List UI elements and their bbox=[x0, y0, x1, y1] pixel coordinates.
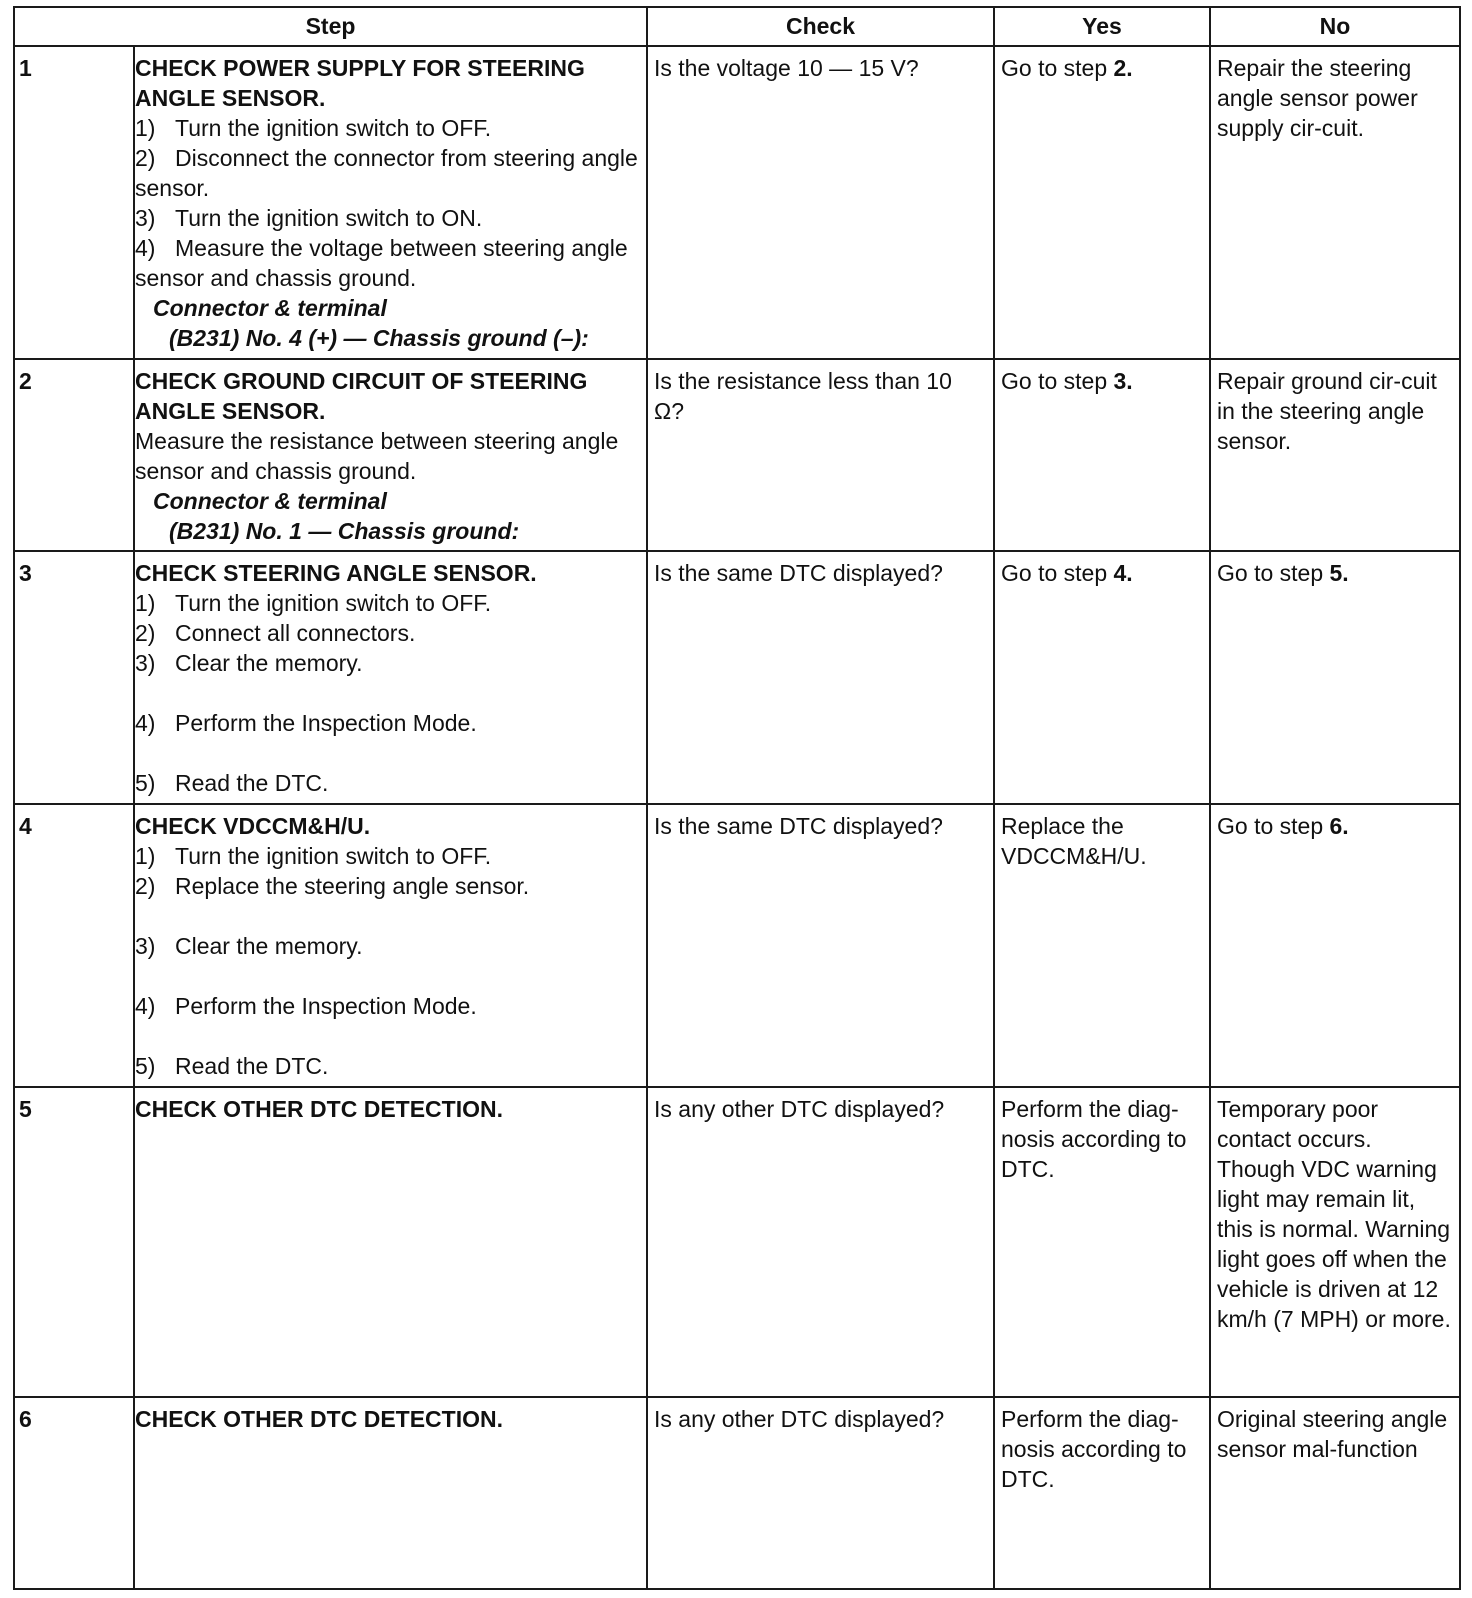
step-title: CHECK OTHER DTC DETECTION. bbox=[135, 1406, 503, 1433]
yes-cell: Go to step 2. bbox=[994, 46, 1210, 360]
step-number: 5 bbox=[14, 1087, 134, 1398]
step-instructions bbox=[134, 1397, 647, 1589]
substep: 4) Measure the voltage between steering angle sensor and chassis ground. bbox=[135, 234, 628, 291]
check-cell: Is any other DTC displayed? bbox=[647, 1087, 994, 1398]
table-row bbox=[14, 1397, 1460, 1589]
no-cell: Repair the steering angle sensor power supply cir-cuit. bbox=[1210, 46, 1460, 360]
step-title: CHECK OTHER DTC DETECTION. bbox=[135, 1095, 503, 1122]
yes-cell: Perform the diag-nosis according to DTC. bbox=[994, 1087, 1210, 1398]
diagnostic-table bbox=[13, 6, 1461, 1590]
yes-cell: Replace the VDCCM&H/U. bbox=[994, 804, 1210, 1087]
substep: 3) Clear the memory. bbox=[135, 932, 363, 959]
step-number: 3 bbox=[14, 551, 134, 804]
step-number: 6 bbox=[14, 1397, 134, 1589]
step-title: CHECK STEERING ANGLE SENSOR. bbox=[135, 559, 537, 586]
step-instructions bbox=[134, 804, 647, 1087]
step-number: 2 bbox=[14, 359, 134, 551]
check-cell: Is the voltage 10 — 15 V? bbox=[647, 46, 994, 360]
yes-cell: Perform the diag-nosis according to DTC. bbox=[994, 1397, 1210, 1589]
step-instructions bbox=[134, 46, 647, 360]
table-row bbox=[14, 551, 1460, 804]
table-row bbox=[14, 1087, 1460, 1398]
step-instructions bbox=[134, 359, 647, 551]
yes-cell: Go to step 3. bbox=[994, 359, 1210, 551]
step-text: Measure the resistance between steering angle sensor and chassis ground. bbox=[135, 428, 619, 485]
substep: 2) Connect all connectors. bbox=[135, 619, 416, 646]
header-check: Check bbox=[647, 7, 994, 46]
connector-label: Connector & terminal bbox=[153, 294, 387, 321]
substep: 4) Perform the Inspection Mode. bbox=[135, 992, 477, 1019]
no-cell: Repair ground cir-cuit in the steering angle sensor. bbox=[1210, 359, 1460, 551]
connector-value: (B231) No. 1 — Chassis ground: bbox=[169, 518, 520, 545]
step-title: CHECK VDCCM&H/U. bbox=[135, 812, 371, 839]
header-step: Step bbox=[14, 7, 647, 46]
check-cell: Is the same DTC displayed? bbox=[647, 551, 994, 804]
step-number: 1 bbox=[14, 46, 134, 360]
substep: 1) Turn the ignition switch to OFF. bbox=[135, 842, 492, 869]
check-cell: Is the resistance less than 10 Ω? bbox=[647, 359, 994, 551]
step-title: CHECK GROUND CIRCUIT OF STEERING ANGLE SENSOR. bbox=[135, 368, 588, 425]
no-cell: Temporary poor contact occurs. Though VDC warning light may remain lit, this is normal. Warning light goes off when the vehicle is driven at 12 km/h (7 MPH) or more. bbox=[1210, 1087, 1460, 1398]
substep: 2) Replace the steering angle sensor. bbox=[135, 872, 530, 899]
substep: 2) Disconnect the connector from steering angle sensor. bbox=[135, 144, 638, 201]
substep: 1) Turn the ignition switch to OFF. bbox=[135, 589, 492, 616]
substep: 5) Read the DTC. bbox=[135, 769, 329, 796]
no-cell: Original steering angle sensor mal-function bbox=[1210, 1397, 1460, 1589]
table-header-row bbox=[14, 7, 1460, 46]
no-cell: Go to step 6. bbox=[1210, 804, 1460, 1087]
no-cell: Go to step 5. bbox=[1210, 551, 1460, 804]
connector-label: Connector & terminal bbox=[153, 488, 387, 515]
step-instructions bbox=[134, 551, 647, 804]
yes-cell: Go to step 4. bbox=[994, 551, 1210, 804]
substep: 3) Turn the ignition switch to ON. bbox=[135, 204, 483, 231]
substep: 3) Clear the memory. bbox=[135, 649, 363, 676]
table-row bbox=[14, 46, 1460, 360]
connector-value: (B231) No. 4 (+) — Chassis ground (–): bbox=[169, 324, 589, 351]
step-title: CHECK POWER SUPPLY FOR STEERING ANGLE SENSOR. bbox=[135, 54, 585, 111]
check-cell: Is the same DTC displayed? bbox=[647, 804, 994, 1087]
substep: 1) Turn the ignition switch to OFF. bbox=[135, 114, 492, 141]
check-cell: Is any other DTC displayed? bbox=[647, 1397, 994, 1589]
header-yes: Yes bbox=[994, 7, 1210, 46]
step-number: 4 bbox=[14, 804, 134, 1087]
substep: 5) Read the DTC. bbox=[135, 1052, 329, 1079]
header-no: No bbox=[1210, 7, 1460, 46]
substep: 4) Perform the Inspection Mode. bbox=[135, 709, 477, 736]
step-instructions bbox=[134, 1087, 647, 1398]
table-row bbox=[14, 359, 1460, 551]
table-row bbox=[14, 804, 1460, 1087]
